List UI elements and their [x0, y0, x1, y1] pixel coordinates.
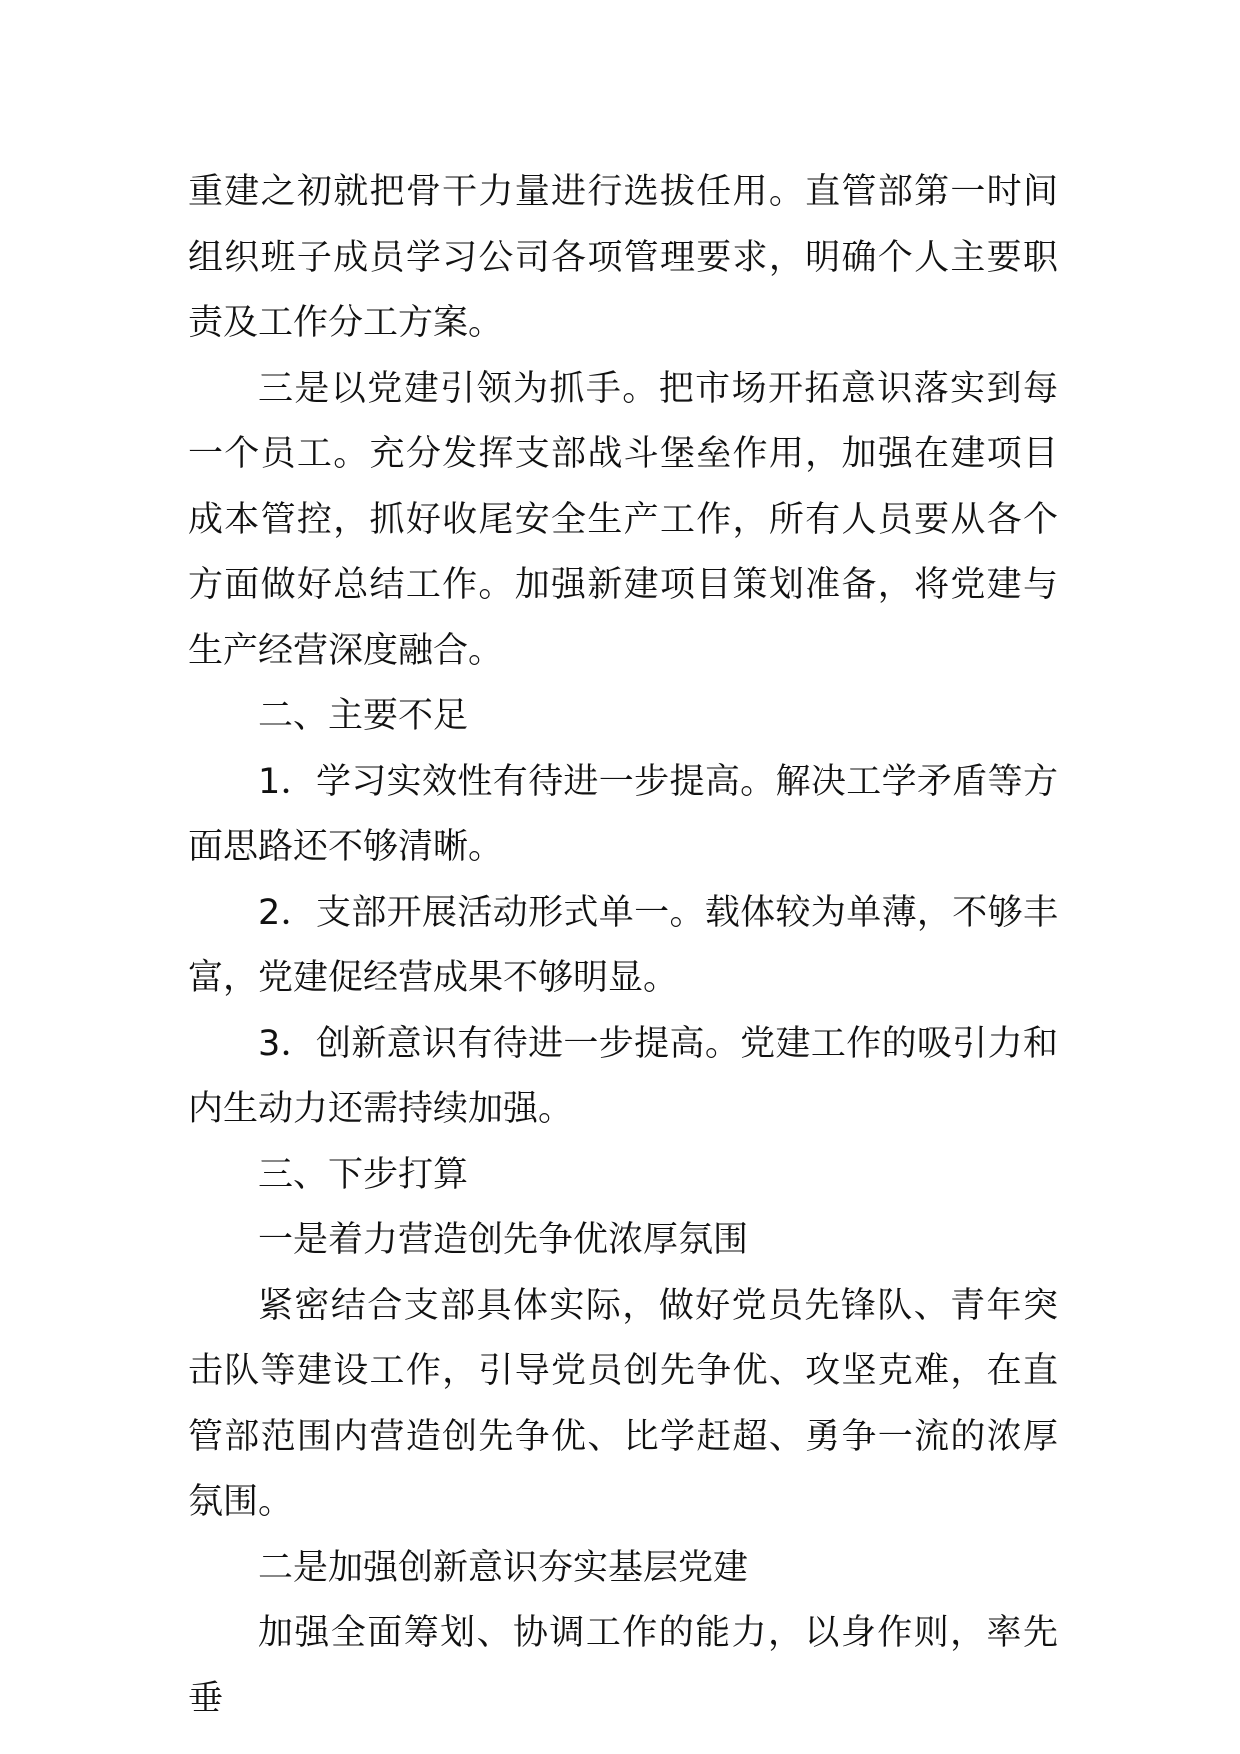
shortcoming-item-1: 1．学习实效性有待进一步提高。解决工学矛盾等方面思路还不够清晰。: [188, 761, 1058, 867]
section-heading-next-steps: 三、下步打算: [258, 1154, 469, 1195]
paragraph-innovation-grassroots: 加强全面筹划、协调工作的能力，以身作则，率先垂: [188, 1613, 1058, 1719]
document-body: [188, 160, 1058, 1732]
paragraph-excellence-atmosphere: 紧密结合支部具体实际，做好党员先锋队、青年突击队等建设工作，引导党员创先争优、攻坚克难，在直管部范围内营造创先争优、比学赶超、勇争一流的浓厚氛围。: [188, 1285, 1058, 1522]
paragraph-party-building-lead: 三是以党建引领为抓手。把市场开拓意识落实到每一个员工。充分发挥支部战斗堡垒作用，加强在建项目成本管控，抓好收尾安全生产工作，所有人员要从各个方面做好总结工作。加强新建项目策划准备，将党建与生产经营深度融合。: [188, 368, 1058, 671]
shortcoming-item-3: 3．创新意识有待进一步提高。党建工作的吸引力和内生动力还需持续加强。: [188, 1023, 1058, 1129]
shortcoming-item-2: 2．支部开展活动形式单一。载体较为单薄，不够丰富，党建促经营成果不够明显。: [188, 892, 1058, 998]
paragraph-continuation: 重建之初就把骨干力量进行选拔任用。直管部第一时间组织班子成员学习公司各项管理要求，明确个人主要职责及工作分工方案。: [188, 172, 1058, 343]
subheading-excellence-atmosphere: 一是着力营造创先争优浓厚氛围: [258, 1220, 749, 1260]
subheading-innovation-grassroots: 二是加强创新意识夯实基层党建: [258, 1547, 749, 1588]
section-heading-main-shortcomings: 二、主要不足: [258, 696, 469, 736]
